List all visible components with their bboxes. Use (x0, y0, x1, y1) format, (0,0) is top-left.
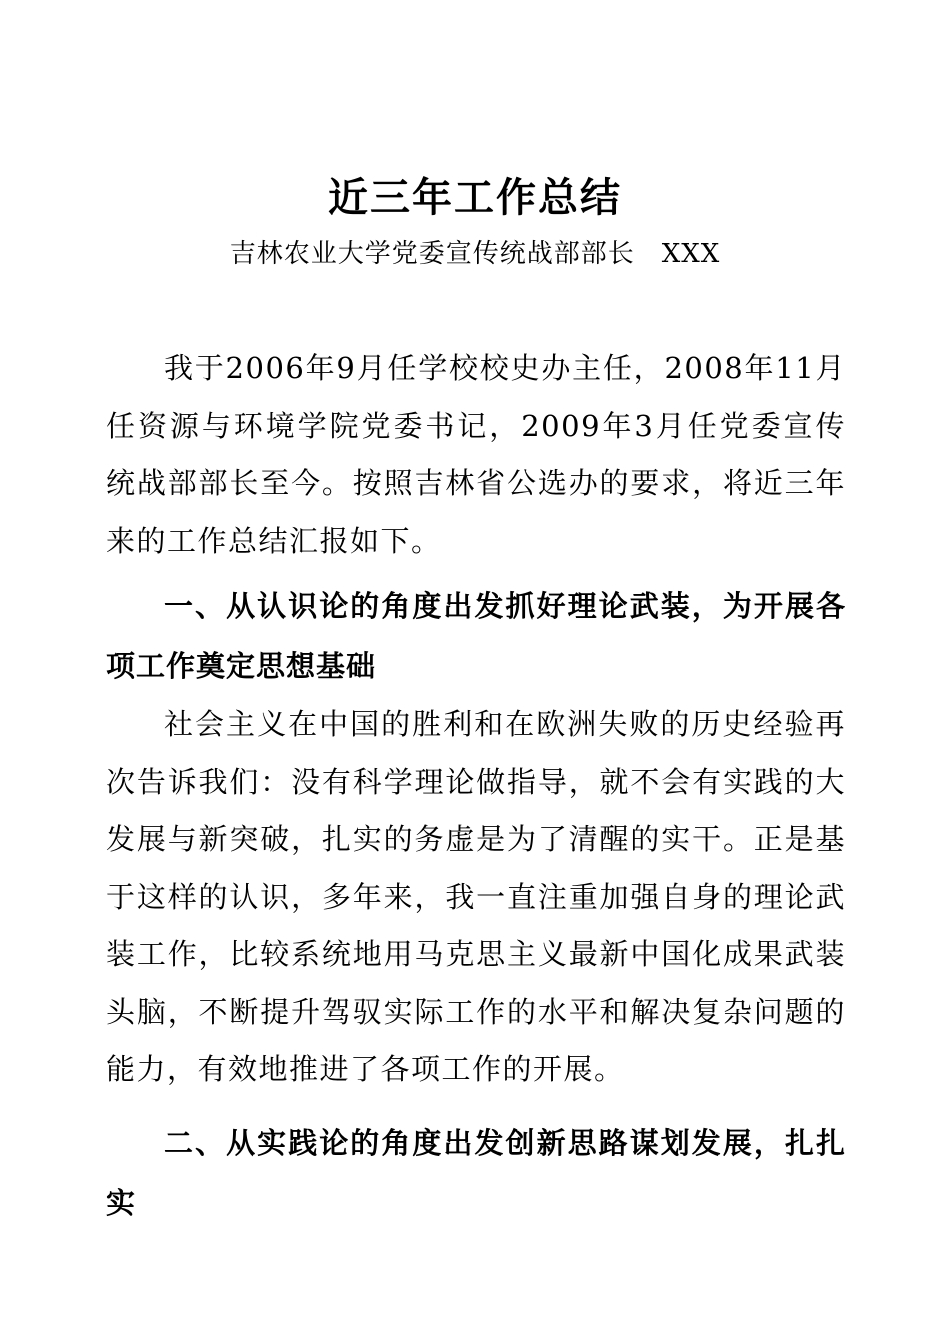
section-1-paragraph: 社会主义在中国的胜利和在欧洲失败的历史经验再次告诉我们：没有科学理论做指导，就不会有实践的大发展与新突破，扎实的务虚是为了清醒的实干。正是基于这样的认识，多年来，我一直注重加强自身的理论武装工作，比较系统地用马克思主义最新中国化成果武装头脑，不断提升驾驭实际工作的水平和解决复杂问题的能力，有效地推进了各项工作的开展。 (106, 707, 846, 1086)
document-title: 近三年工作总结 (328, 175, 622, 221)
author-line: 吉林农业大学党委宣传统战部部长 XXX (229, 239, 721, 269)
section-2-heading: 二、从实践论的角度出发创新思路谋划发展，扎扎实 (106, 1125, 846, 1220)
intro-paragraph: 我于2006年9月任学校校史办主任，2008年11月任资源与环境学院党委书记，2009年3月任党委宣传统战部部长至今。按照吉林省公选办的要求，将近三年来的工作总结汇报如下。 (106, 351, 846, 558)
document-body (106, 340, 846, 1233)
section-1-heading: 一、从认识论的角度出发抓好理论武装，为开展各项工作奠定思想基础 (106, 589, 846, 683)
